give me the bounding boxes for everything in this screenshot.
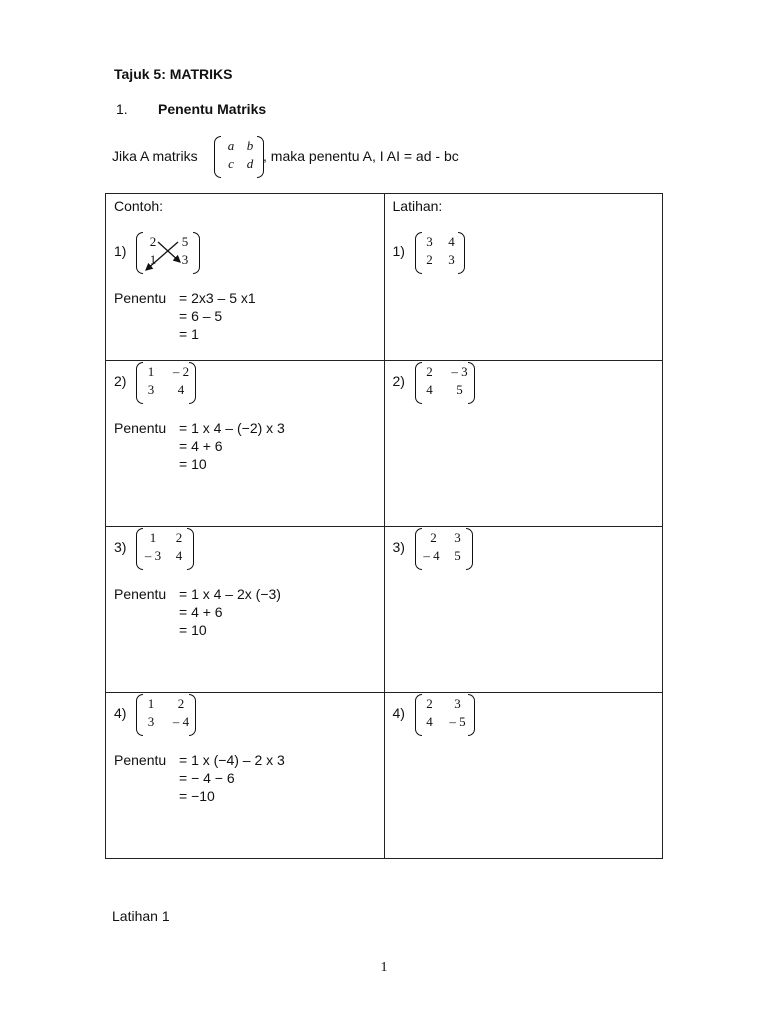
exercise-cell-1 (384, 194, 663, 361)
example-1-line-1: = 2x3 – 5 x1 (179, 290, 256, 306)
example-cell-1 (106, 194, 385, 361)
exercise-4-c: 4 (426, 714, 433, 729)
exercise-1-d: 3 (448, 252, 455, 267)
exercise-cell-4 (384, 693, 663, 859)
exercise-3-a: 2 (430, 530, 437, 545)
exercise-2-label: 2) (392, 373, 405, 389)
determinant-table (105, 193, 663, 859)
exercise-3-d: 5 (454, 548, 461, 563)
example-4-det-label: Penentu (114, 752, 167, 768)
example-1-c: 1 (149, 252, 157, 267)
cross-multiply-arrows-icon (136, 232, 200, 282)
example-3-det-label: Penentu (114, 586, 167, 602)
exercise-1-b: 4 (448, 234, 455, 249)
example-2-matrix (136, 362, 196, 404)
example-4-line-2: = − 4 − 6 (179, 770, 235, 786)
page-title: Tajuk 5: MATRIKS (114, 66, 233, 82)
exercise-3-b: 3 (454, 530, 461, 545)
intro-matrix-d: d (246, 156, 254, 171)
example-cell-4 (106, 693, 385, 859)
exercise-4-label: 4) (392, 705, 405, 721)
example-2-d: 4 (177, 382, 185, 397)
example-1-det-label: Penentu (114, 290, 167, 306)
example-1-matrix (136, 232, 200, 274)
exercise-section-label: Latihan 1 (112, 908, 170, 924)
example-3-d: 4 (175, 548, 183, 563)
example-3-matrix (136, 528, 194, 570)
example-2-c: 3 (147, 382, 155, 397)
example-4-b: 2 (177, 696, 185, 711)
exercise-4-a: 2 (426, 696, 433, 711)
exercise-1-matrix (415, 232, 465, 274)
example-3-b: 2 (175, 530, 183, 545)
example-4-matrix (136, 694, 196, 736)
exercise-2-matrix (415, 362, 475, 404)
example-2-label: 2) (114, 373, 127, 389)
example-1-label: 1) (114, 243, 127, 259)
example-4-line-1: = 1 x (−4) – 2 x 3 (179, 752, 285, 768)
example-1-line-3: = 1 (179, 326, 199, 342)
section-title: Penentu Matriks (158, 101, 267, 117)
intro-matrix-c: c (228, 156, 234, 171)
example-1-a: 2 (149, 234, 157, 249)
intro-matrix-a: a (227, 138, 235, 153)
intro-prefix: Jika A matriks (112, 148, 198, 164)
exercise-1-label: 1) (392, 243, 405, 259)
exercise-2-b: – 3 (451, 364, 468, 379)
examples-header: Contoh: (114, 198, 164, 214)
example-3-c: – 3 (144, 548, 162, 563)
example-1-line-2: = 6 – 5 (179, 308, 223, 324)
example-2-det-label: Penentu (114, 420, 167, 436)
example-4-a: 1 (147, 696, 155, 711)
example-2-line-2: = 4 + 6 (179, 438, 223, 454)
example-2-a: 1 (147, 364, 155, 379)
example-2-b: – 2 (172, 364, 190, 379)
example-cell-3 (106, 527, 385, 693)
example-1-b: 5 (181, 234, 189, 249)
example-3-line-3: = 10 (179, 622, 207, 638)
intro-matrix-b: b (246, 138, 254, 153)
exercise-4-b: 3 (454, 696, 461, 711)
exercise-3-label: 3) (392, 539, 405, 555)
exercise-3-c: – 4 (423, 548, 440, 563)
intro-matrix (214, 136, 264, 178)
example-4-d: – 4 (172, 714, 190, 729)
exercise-2-a: 2 (426, 364, 433, 379)
exercise-cell-3 (384, 527, 663, 693)
example-2-line-1: = 1 x 4 – (−2) x 3 (179, 420, 285, 436)
example-4-c: 3 (147, 714, 155, 729)
exercise-1-c: 2 (426, 252, 433, 267)
exercise-2-c: 4 (426, 382, 433, 397)
example-1-d: 3 (181, 252, 189, 267)
example-4-label: 4) (114, 705, 127, 721)
example-4-line-3: = −10 (179, 788, 215, 804)
exercise-2-d: 5 (456, 382, 463, 397)
example-3-label: 3) (114, 539, 127, 555)
exercise-4-matrix (415, 694, 475, 736)
example-3-line-1: = 1 x 4 – 2x (−3) (179, 586, 281, 602)
exercises-header: Latihan: (392, 198, 443, 214)
example-cell-2 (106, 361, 385, 527)
section-number: 1. (116, 101, 128, 117)
page-number: 1 (380, 960, 388, 975)
example-3-a: 1 (149, 530, 157, 545)
example-2-line-3: = 10 (179, 456, 207, 472)
exercise-4-d: – 5 (449, 714, 466, 729)
intro-suffix: , maka penentu A, I AI = ad - bc (263, 148, 459, 164)
exercise-1-a: 3 (426, 234, 433, 249)
example-3-line-2: = 4 + 6 (179, 604, 223, 620)
exercise-3-matrix (415, 528, 473, 570)
exercise-cell-2 (384, 361, 663, 527)
